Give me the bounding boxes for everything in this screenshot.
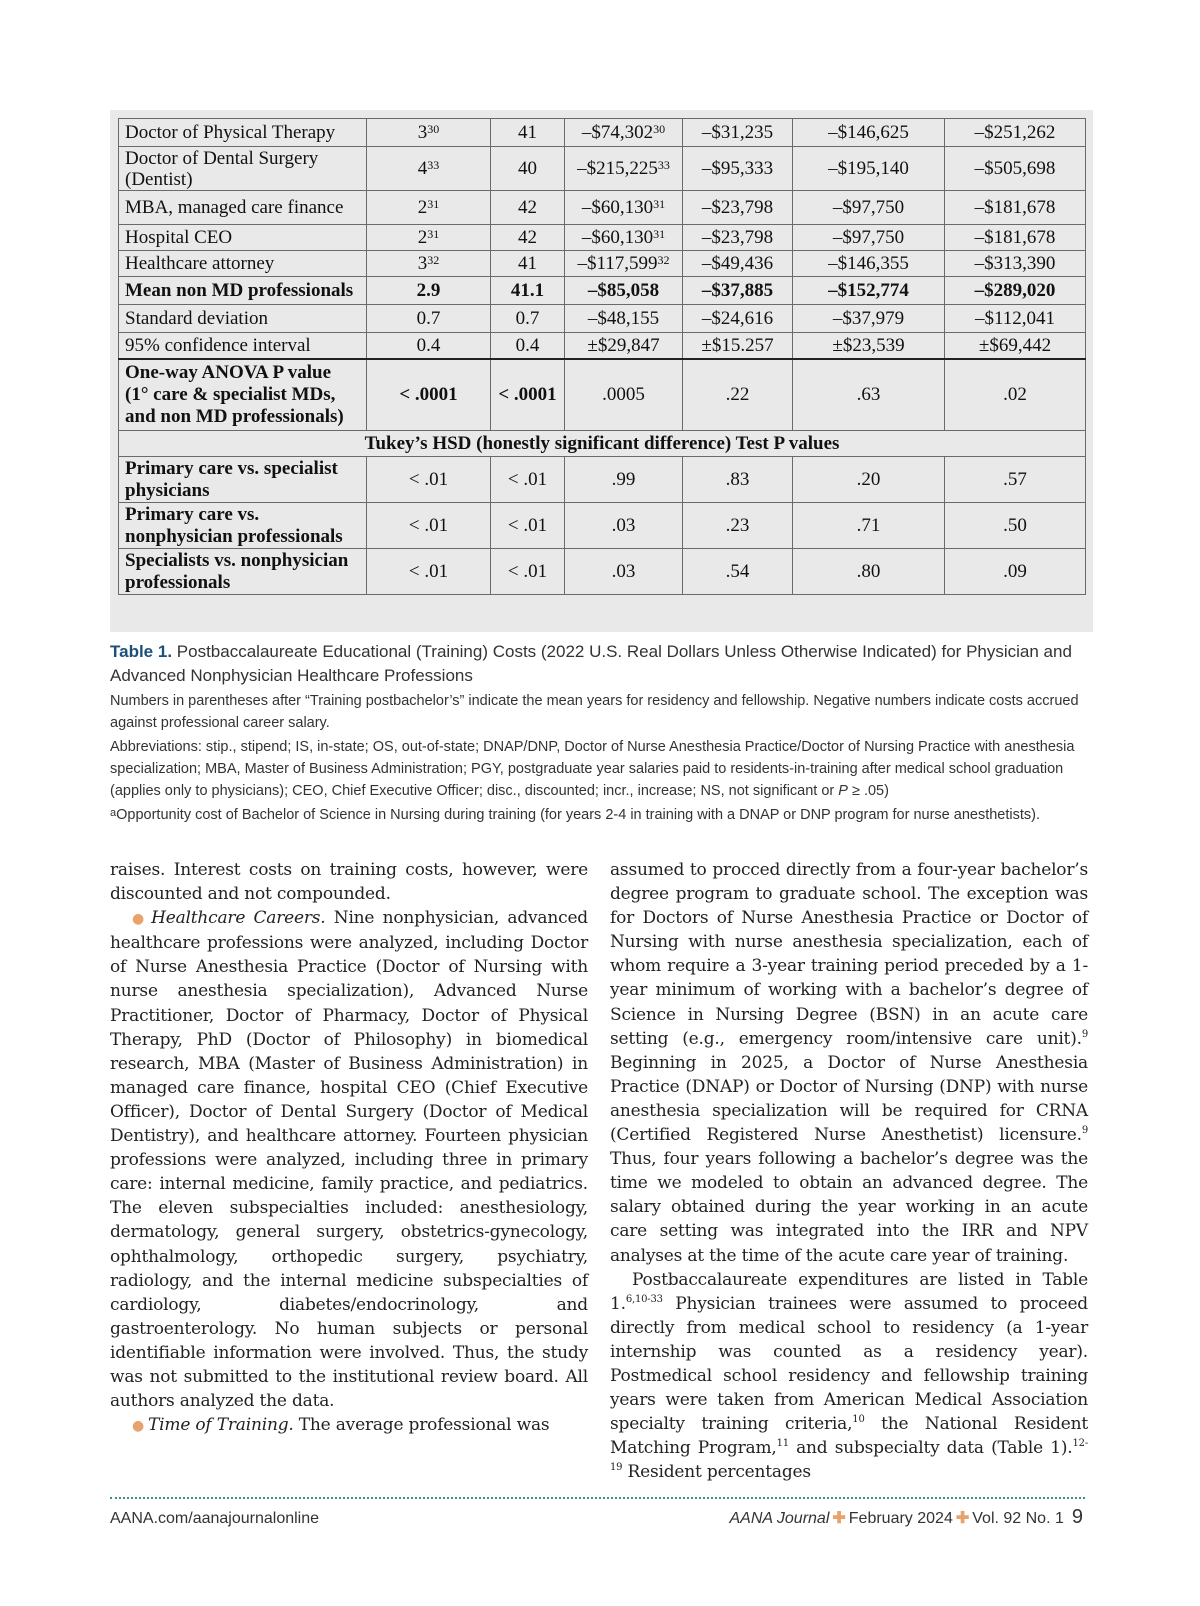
cell-cost: –$74,302$^{30}$ <box>565 119 683 147</box>
cell-p: .23 <box>683 503 793 549</box>
row-label: Doctor of Physical Therapy <box>119 119 367 147</box>
cell-cost: –$60,130$^{31}$ <box>565 225 683 251</box>
volume-number: Vol. 92 No. 1 <box>972 1510 1064 1527</box>
footer-site-link[interactable]: AANA.com/aanajournalonline <box>110 1510 320 1527</box>
tukey-label: Primary care vs. nonphysician professionals <box>119 503 367 549</box>
cell-years: $4^{33}$ <box>367 147 491 191</box>
cell-age: 41.1 <box>491 277 565 305</box>
cell-cost: –$37,885 <box>683 277 793 305</box>
caption-label: Table 1. <box>110 642 173 661</box>
bullet-icon: ● <box>132 911 148 928</box>
caption-note-abbreviations: Abbreviations: stip., stipend; IS, in-state; OS, out-of-state; DNAP/DNP, Doctor of Nurse Anesthesia Practice/Doctor of Nursing Practice with anesthesia specialization; MBA, Master of Business Administration; PGY, postgraduate year salaries paid to residents-in-training after medical school graduation (applies only to physicians); CEO, Chief Executive Officer; disc., discounted; incr., increase; NS, not significant or P ≥ .05) <box>110 739 1075 799</box>
cell-years: $2^{31}$ <box>367 225 491 251</box>
cell-cost: –$117,599$^{32}$ <box>565 251 683 277</box>
citation: 9 <box>1081 1125 1088 1137</box>
cell-p: .83 <box>683 457 793 503</box>
paragraph-time-of-training: ● Time of Training. The average professional was <box>132 1415 550 1436</box>
cell-age: < .01 <box>491 549 565 595</box>
paragraph: assumed to procced directly from a four-year bachelor’s degree program to graduate school. The exception was for Doctors of Nurse Anesthesia Practice or Doctor of Nursing with nurse anesthesia specialization, each of whom require a 3-year training period preceded by a 1-year minimum of working with a bachelor’s degree of Science in Nursing Degree (BSN) in an acute care setting (e.g., emergency room/intensive care unit).$^9$ Beginning in 2025, a Doctor of Nurse Anesthesia Practice (DNAP) or Doctor of Nursing (DNP) with nurse anesthesia specialization will be required for CRNA (Certified Registered Nurse Anesthetist) licensure.$^9$ Thus, four years following a bachelor’s degree was the time we modeled to obtain an advanced degree. The salary obtained during the year working in an acute care setting was integrated into the IRR and NPV analyses at the time of the acute care year of training. <box>610 860 1088 1266</box>
cell-age: 41 <box>491 251 565 277</box>
cell-p: .03 <box>565 503 683 549</box>
row-label: Mean non MD professionals <box>119 277 367 305</box>
cell-cost: –$289,020 <box>945 277 1086 305</box>
tukey-header-row <box>119 431 1086 457</box>
cell-cost: –$37,979 <box>793 305 945 333</box>
anova-label: One-way ANOVA P value (1° care & specialist MDs, and non MD professionals) <box>119 359 367 431</box>
cell-cost: –$48,155 <box>565 305 683 333</box>
cell-cost: –$23,798 <box>683 191 793 225</box>
body-column-right <box>610 858 1088 1484</box>
row-label: Hospital CEO <box>119 225 367 251</box>
cell-p: .99 <box>565 457 683 503</box>
tukey-label: Primary care vs. specialist physicians <box>119 457 367 503</box>
cell-years: $3^{32}$ <box>367 251 491 277</box>
anova-c5: .63 <box>793 359 945 431</box>
table-row <box>119 191 1086 225</box>
cell-p: .54 <box>683 549 793 595</box>
citation: 9 <box>1081 1028 1088 1040</box>
row-label: Healthcare attorney <box>119 251 367 277</box>
cell-cost: –$24,616 <box>683 305 793 333</box>
cell-cost: –$23,798 <box>683 225 793 251</box>
cell-years: 0.7 <box>367 305 491 333</box>
row-label: 95% confidence interval <box>119 333 367 359</box>
cell-cost: –$146,625 <box>793 119 945 147</box>
anova-c6: .02 <box>945 359 1086 431</box>
table-figure <box>110 110 1093 632</box>
cell-years: $3^{30}$ <box>367 119 491 147</box>
table-row <box>119 119 1086 147</box>
cell-cost: –$60,130$^{31}$ <box>565 191 683 225</box>
table-row <box>119 251 1086 277</box>
cell-years: < .01 <box>367 549 491 595</box>
cell-cost: –$112,041 <box>945 305 1086 333</box>
cell-years: < .01 <box>367 457 491 503</box>
anova-years: < .0001 <box>367 359 491 431</box>
cell-cost: –$181,678 <box>945 225 1086 251</box>
data-table <box>118 118 1086 595</box>
cell-cost: –$505,698 <box>945 147 1086 191</box>
cell-cost: –$152,774 <box>793 277 945 305</box>
citation: 11 <box>776 1438 789 1450</box>
cell-age: 0.7 <box>491 305 565 333</box>
caption-note-footnote-a: $^a$Opportunity cost of Bachelor of Science in Nursing during training (for years 2-4 in training with a DNAP or DNP program for nurse anesthetists). <box>110 807 1040 823</box>
anova-c4: .22 <box>683 359 793 431</box>
cell-p: .50 <box>945 503 1086 549</box>
cell-cost: –$85,058 <box>565 277 683 305</box>
cell-cost: ±$29,847 <box>565 333 683 359</box>
tukey-row <box>119 503 1086 549</box>
caption-title-text: Postbaccalaureate Educational (Training) Costs (2022 U.S. Real Dollars Unless Otherwise Indicated) for Physician and Advanced Nonphysician Healthcare Professions <box>110 642 1072 685</box>
cell-age: 0.4 <box>491 333 565 359</box>
cell-years: < .01 <box>367 503 491 549</box>
cell-age: 42 <box>491 225 565 251</box>
cell-years: 0.4 <box>367 333 491 359</box>
cell-cost: –$31,235 <box>683 119 793 147</box>
cell-cost: –$313,390 <box>945 251 1086 277</box>
citation: 10 <box>852 1414 865 1426</box>
cell-cost: –$49,436 <box>683 251 793 277</box>
cell-age: 42 <box>491 191 565 225</box>
issue-date: February 2024 <box>848 1510 953 1527</box>
plus-icon: ✚ <box>832 1510 846 1527</box>
cell-cost: –$146,355 <box>793 251 945 277</box>
cell-cost: –$181,678 <box>945 191 1086 225</box>
row-label: Standard deviation <box>119 305 367 333</box>
anova-row <box>119 359 1086 431</box>
tukey-row <box>119 457 1086 503</box>
paragraph-healthcare-careers: ● Healthcare Careers. Nine nonphysician, advanced healthcare professions were analyzed, including Doctor of Nurse Anesthesia Practice (Doctor of Nursing with nurse anesthesia specialization), Advanced Nurse Practitioner, Doctor of Pharmacy, Doctor of Physical Therapy, PhD (Doctor of Philosophy) in biomedical research, MBA (Master of Business Administration) in managed care finance, hospital CEO (Chief Executive Officer), Doctor of Dental Surgery (Doctor of Medical Dentistry), and healthcare attorney. Fourteen physician professions were analyzed, including three in primary care: internal medicine, family practice, and pediatrics. The eleven subspecialties included: anesthesiology, dermatology, general surgery, obstetrics-gynecology, ophthalmology, orthopedic surgery, psychiatry, radiology, and the internal medicine subspecialties of cardiology, diabetes/endocrinology, and gastroenterology. No human subjects or personal identifiable information were involved. Thus, the study was not submitted to the institutional review board. All authors analyzed the data. <box>110 908 588 1412</box>
footer-journal-info <box>729 1506 1083 1529</box>
cell-cost: –$97,750 <box>793 191 945 225</box>
table-row <box>119 225 1086 251</box>
row-label: Doctor of Dental Surgery (Dentist) <box>119 147 367 191</box>
table-row <box>119 277 1086 305</box>
table-caption <box>110 640 1100 826</box>
cell-cost: ±$15.257 <box>683 333 793 359</box>
citation: 6,10-33 <box>625 1293 663 1305</box>
anova-c3: .0005 <box>565 359 683 431</box>
cell-cost: –$95,333 <box>683 147 793 191</box>
cell-cost: –$97,750 <box>793 225 945 251</box>
cell-p: .20 <box>793 457 945 503</box>
caption-note-parentheses: Numbers in parentheses after “Training postbachelor’s” indicate the mean years for residency and fellowship. Negative numbers indicate costs accrued against professional career salary. <box>110 693 1079 731</box>
table-row <box>119 147 1086 191</box>
cell-age: 41 <box>491 119 565 147</box>
cell-age: 40 <box>491 147 565 191</box>
cell-years: 2.9 <box>367 277 491 305</box>
paragraph: Postbaccalaureate expenditures are listed in Table 1.$^{6,10-33}$ Physician trainees were assumed to proceed directly from medical school to residency (a 1-year internship was counted as a residency year). Postmedical school residency and fellowship training years were taken from American Medical Association specialty training criteria,$^{10}$ the National Resident Matching Program,$^{11}$ and subspecialty data (Table 1).$^{12-19}$ Resident percentages <box>610 1269 1089 1483</box>
cell-p: .80 <box>793 549 945 595</box>
cell-cost: –$215,225$^{33}$ <box>565 147 683 191</box>
tukey-label: Specialists vs. nonphysician professionals <box>119 549 367 595</box>
table-row <box>119 305 1086 333</box>
cell-cost: –$251,262 <box>945 119 1086 147</box>
plus-icon: ✚ <box>955 1510 970 1527</box>
footer-rule <box>110 1497 1085 1499</box>
cell-p: .09 <box>945 549 1086 595</box>
cell-p: .57 <box>945 457 1086 503</box>
page-number: 9 <box>1071 1506 1083 1528</box>
cell-cost: –$195,140 <box>793 147 945 191</box>
citation: 12-19 <box>610 1438 1089 1474</box>
cell-age: < .01 <box>491 503 565 549</box>
paragraph: raises. Interest costs on training costs, however, were discounted and not compounded. <box>110 860 588 905</box>
journal-name: AANA Journal <box>729 1510 830 1527</box>
cell-p: .03 <box>565 549 683 595</box>
tukey-header: Tukey’s HSD (honestly significant difference) Test P values <box>119 431 1086 457</box>
tukey-row <box>119 549 1086 595</box>
cell-p: .71 <box>793 503 945 549</box>
anova-age: < .0001 <box>491 359 565 431</box>
cell-cost: ±$23,539 <box>793 333 945 359</box>
caption-title <box>110 640 1100 688</box>
cell-cost: ±$69,442 <box>945 333 1086 359</box>
cell-age: < .01 <box>491 457 565 503</box>
cell-years: $2^{31}$ <box>367 191 491 225</box>
table-row <box>119 333 1086 359</box>
bullet-icon: ● <box>132 1418 145 1435</box>
row-label: MBA, managed care finance <box>119 191 367 225</box>
body-column-left <box>110 858 588 1438</box>
